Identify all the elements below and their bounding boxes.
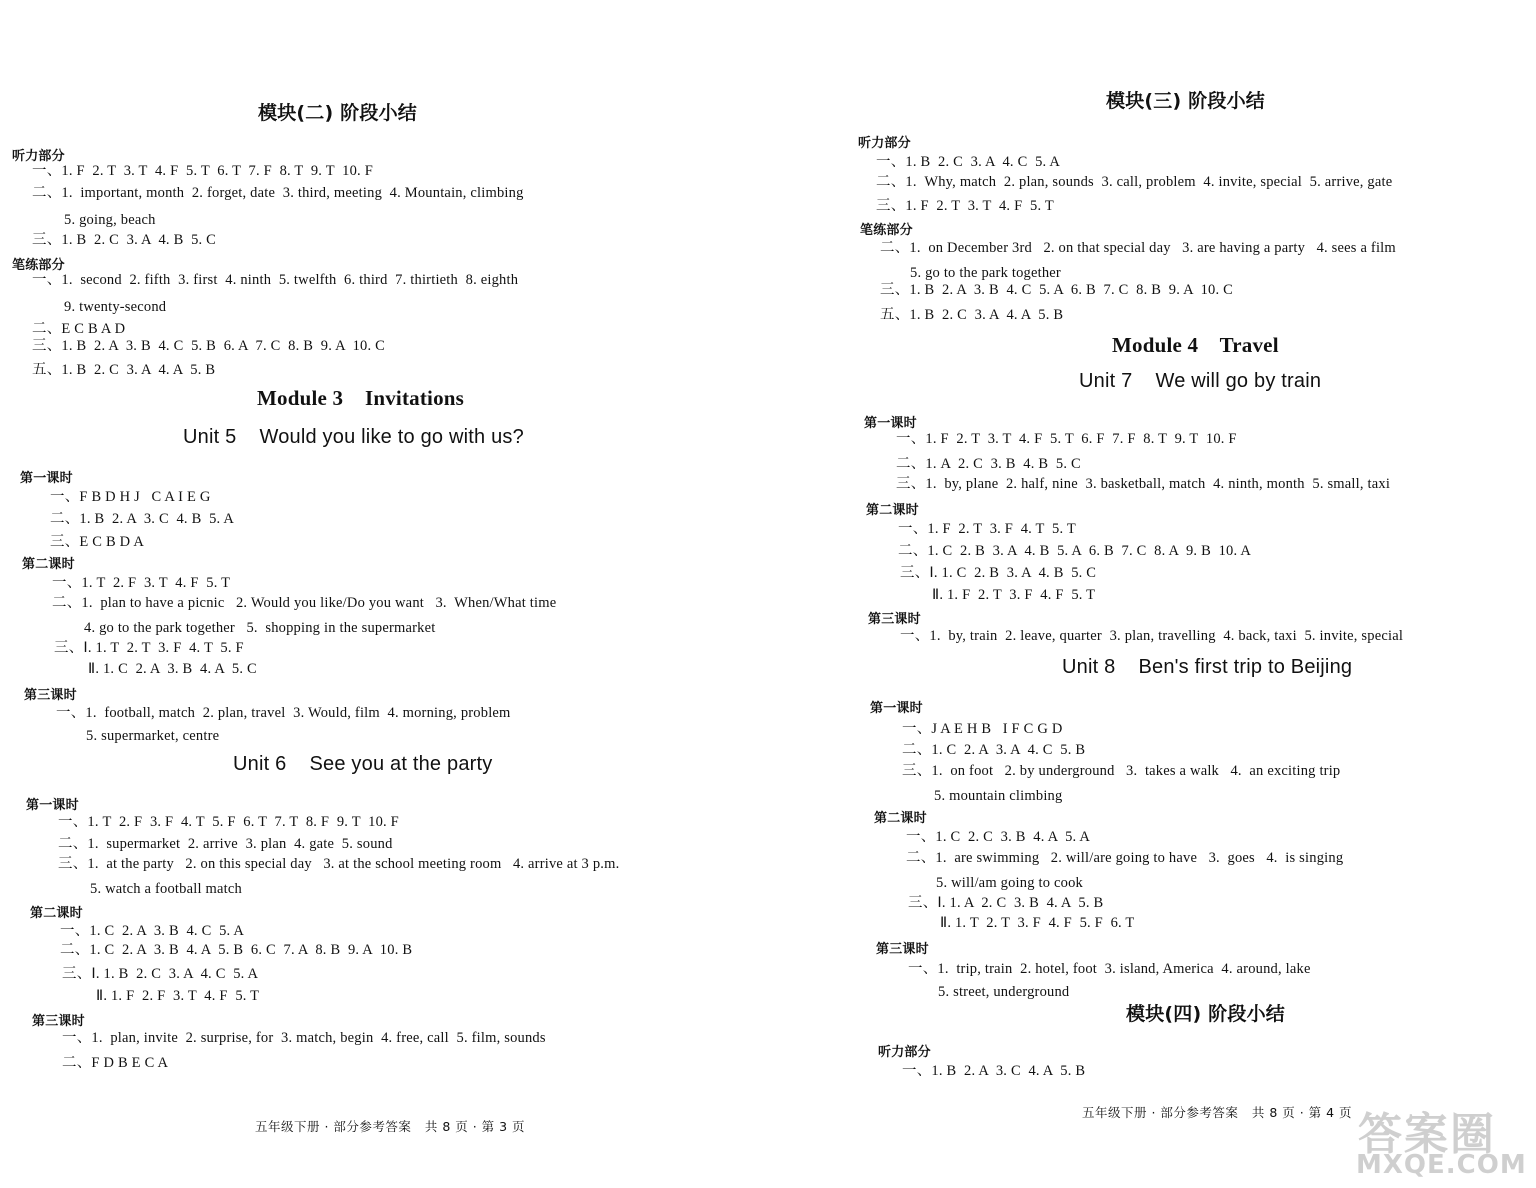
answer-line: 二、1. important, month 2. forget, date 3. third, meeting 4. Mountain, climbing (32, 185, 524, 201)
page-footer: 五年级下册 · 部分参考答案 共 8 页 · 第 3 页 (255, 1119, 526, 1134)
lesson-label: 第一课时 (26, 798, 79, 813)
answer-line: 5. watch a football match (90, 881, 242, 897)
section-label: 笔练部分 (860, 223, 913, 238)
lesson-label: 第一课时 (870, 701, 923, 716)
answer-line: 一、1. plan, invite 2. surprise, for 3. match, begin 4. free, call 5. film, sounds (62, 1030, 546, 1046)
section-label: 听力部分 (12, 149, 65, 164)
answer-line: 一、1. B 2. A 3. C 4. A 5. B (902, 1063, 1086, 1079)
answer-line: 三、Ⅰ. 1. C 2. B 3. A 4. B 5. C (900, 565, 1097, 581)
answer-line: 一、1. trip, train 2. hotel, foot 3. island, America 4. around, lake (908, 961, 1311, 977)
answer-line: 一、1. C 2. C 3. B 4. A 5. A (906, 829, 1091, 845)
answer-line: 5. will/am going to cook (936, 875, 1083, 891)
lesson-label: 第三课时 (876, 942, 929, 957)
watermark-url: MXQE.COM (1356, 1150, 1527, 1180)
answer-line: 二、F D B E C A (62, 1055, 169, 1071)
answer-line: 三、1. by, plane 2. half, nine 3. basketball, match 4. ninth, month 5. small, taxi (896, 476, 1391, 492)
answer-line: 一、1. football, match 2. plan, travel 3. Would, film 4. morning, problem (56, 705, 511, 721)
section-label: 笔练部分 (12, 258, 65, 273)
answer-line: 二、1. plan to have a picnic 2. Would you like/Do you want 3. When/What time (52, 595, 557, 611)
lesson-label: 第一课时 (20, 471, 73, 486)
answer-line: 三、Ⅰ. 1. B 2. C 3. A 4. C 5. A (62, 966, 259, 982)
answer-line: 三、Ⅰ. 1. A 2. C 3. B 4. A 5. B (908, 895, 1104, 911)
answer-line: Ⅱ. 1. F 2. F 3. T 4. F 5. T (96, 988, 260, 1004)
watermark-text: 答案圈 (1358, 1109, 1496, 1160)
section-label: 听力部分 (878, 1045, 931, 1060)
answer-line: 一、1. second 2. fifth 3. first 4. ninth 5. twelfth 6. third 7. thirtieth 8. eighth (32, 272, 519, 288)
right-page (850, 0, 1536, 1188)
answer-line: 二、1. A 2. C 3. B 4. B 5. C (896, 456, 1081, 472)
answer-line: 二、1. on December 3rd 2. on that special day 3. are having a party 4. sees a film (880, 240, 1396, 256)
answer-line: 三、1. B 2. C 3. A 4. B 5. C (32, 232, 217, 248)
answer-line: 一、1. by, train 2. leave, quarter 3. plan, travelling 4. back, taxi 5. invite, special (900, 628, 1404, 644)
answer-line: 5. supermarket, centre (86, 728, 220, 744)
answer-line: 二、1. are swimming 2. will/are going to have 3. goes 4. is singing (906, 850, 1344, 866)
answer-line: 一、1. T 2. F 3. T 4. F 5. T (52, 575, 231, 591)
section-label: 听力部分 (858, 136, 911, 151)
lesson-label: 第二课时 (22, 557, 75, 572)
lesson-label: 第三课时 (32, 1014, 85, 1029)
lesson-label: 第二课时 (866, 503, 919, 518)
answer-line: 三、1. on foot 2. by underground 3. takes a walk 4. an exciting trip (902, 763, 1341, 779)
answer-line: Ⅱ. 1. T 2. T 3. F 4. F 5. F 6. T (940, 915, 1135, 931)
unit-heading: Unit 8 Ben's first trip to Beijing (1062, 656, 1353, 678)
answer-line: Ⅱ. 1. F 2. T 3. F 4. F 5. T (932, 587, 1096, 603)
answer-line: 一、1. C 2. A 3. B 4. C 5. A (60, 923, 245, 939)
answer-line: 5. go to the park together (910, 265, 1061, 281)
answer-line: 二、1. Why, match 2. plan, sounds 3. call, problem 4. invite, special 5. arrive, gate (876, 174, 1393, 190)
answer-line: 一、1. F 2. T 3. T 4. F 5. T 6. F 7. F 8. T 9. T 10. F (896, 431, 1237, 447)
answer-line: 一、J A E H B I F C G D (902, 721, 1063, 737)
answer-line: 三、1. B 2. A 3. B 4. C 5. A 6. B 7. C 8. B 9. A 10. C (880, 282, 1234, 298)
answer-line: 5. mountain climbing (934, 788, 1063, 804)
answer-line: Ⅱ. 1. C 2. A 3. B 4. A 5. C (88, 661, 257, 677)
left-page (0, 0, 740, 1188)
watermark-logo (1348, 1098, 1528, 1184)
answer-line: 一、F B D H J C A I E G (50, 489, 211, 505)
answer-line: 一、1. T 2. F 3. F 4. T 5. F 6. T 7. T 8. F 9. T 10. F (58, 814, 399, 830)
answer-line: 五、1. B 2. C 3. A 4. A 5. B (880, 307, 1064, 323)
unit-heading: Unit 5 Would you like to go with us? (183, 426, 524, 448)
lesson-label: 第一课时 (864, 416, 917, 431)
answer-line: 5. going, beach (64, 212, 156, 228)
answer-line: 二、1. B 2. A 3. C 4. B 5. A (50, 511, 235, 527)
unit-heading: Unit 7 We will go by train (1079, 370, 1322, 392)
section-title: 模块(三) 阶段小结 (1106, 90, 1265, 112)
answer-line: 三、E C B D A (50, 534, 145, 550)
answer-line: 三、1. at the party 2. on this special day 3. at the school meeting room 4. arrive at 3 p.m. (58, 856, 620, 872)
answer-line: 一、1. F 2. T 3. F 4. T 5. T (898, 521, 1076, 537)
module-heading: Module 3 Invitations (257, 386, 465, 410)
section-title: 模块(四) 阶段小结 (1126, 1003, 1285, 1025)
module-heading: Module 4 Travel (1112, 333, 1279, 357)
answer-line: 二、1. C 2. A 3. B 4. A 5. B 6. C 7. A 8. B 9. A 10. B (60, 942, 413, 958)
page-footer: 五年级下册 · 部分参考答案 共 8 页 · 第 4 页 (1082, 1105, 1353, 1120)
answer-line: 三、1. F 2. T 3. T 4. F 5. T (876, 198, 1054, 214)
answer-line: 9. twenty-second (64, 299, 167, 315)
answer-line: 二、E C B A D (32, 321, 126, 337)
answer-line: 三、1. B 2. A 3. B 4. C 5. B 6. A 7. C 8. B 9. A 10. C (32, 338, 386, 354)
answer-line: 二、1. C 2. A 3. A 4. C 5. B (902, 742, 1086, 758)
answer-line: 三、Ⅰ. 1. T 2. T 3. F 4. T 5. F (54, 640, 244, 656)
lesson-label: 第二课时 (874, 811, 927, 826)
answer-line: 一、1. F 2. T 3. T 4. F 5. T 6. T 7. F 8. T 9. T 10. F (32, 163, 373, 179)
answer-line: 二、1. C 2. B 3. A 4. B 5. A 6. B 7. C 8. A 9. B 10. A (898, 543, 1252, 559)
answer-line: 一、1. B 2. C 3. A 4. C 5. A (876, 154, 1061, 170)
lesson-label: 第三课时 (868, 612, 921, 627)
unit-heading: Unit 6 See you at the party (233, 753, 493, 775)
answer-line: 五、1. B 2. C 3. A 4. A 5. B (32, 362, 216, 378)
section-title: 模块(二) 阶段小结 (258, 102, 417, 124)
answer-line: 5. street, underground (938, 984, 1070, 1000)
lesson-label: 第二课时 (30, 906, 83, 921)
answer-line: 4. go to the park together 5. shopping in the supermarket (84, 620, 436, 636)
lesson-label: 第三课时 (24, 688, 77, 703)
answer-line: 二、1. supermarket 2. arrive 3. plan 4. gate 5. sound (58, 836, 393, 852)
